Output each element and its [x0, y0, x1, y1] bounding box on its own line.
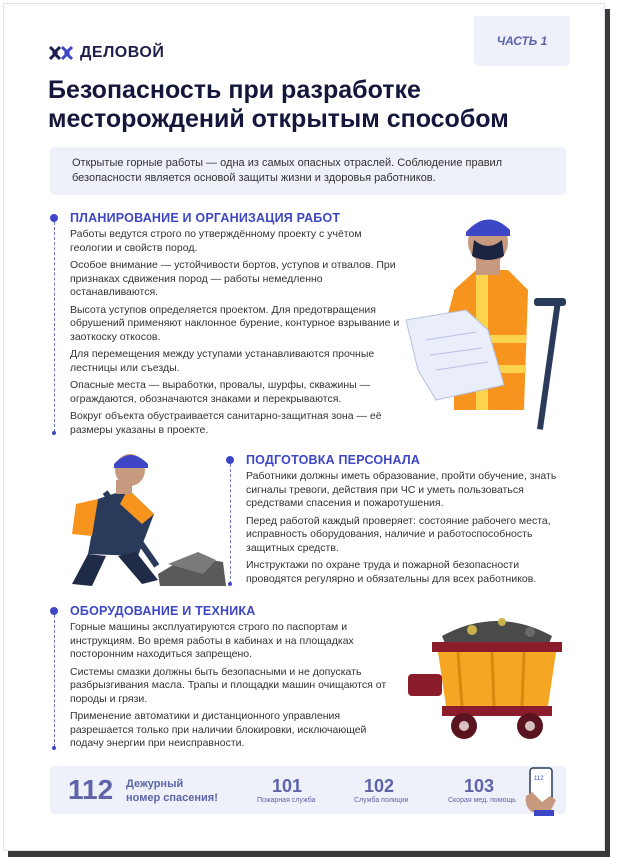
section-1-marker: [50, 214, 58, 222]
section-3-marker: [50, 607, 58, 615]
section-3-paragraph: Системы смазки должны быть безопасными и не допускать разбрызгивания масла. Трапы и площадки машин очищаются от породы и грязи.: [70, 665, 387, 705]
logo-chevron-icon: [48, 45, 74, 61]
section-1-body: [70, 228, 402, 441]
section-1-title: ПЛАНИРОВАНИЕ И ОРГАНИЗАЦИЯ РАБОТ: [70, 211, 341, 225]
main-emergency-number: 112: [68, 774, 114, 805]
miner-shovel-illustration: [58, 444, 228, 594]
part-badge: [474, 16, 570, 66]
page-title: [48, 76, 568, 134]
section-2-title: ПОДГОТОВКА ПЕРСОНАЛА: [246, 453, 421, 467]
police-number: 102: [364, 776, 395, 796]
section-3-body: [70, 621, 402, 755]
ambulance-number: 103: [464, 776, 495, 796]
main-emergency-label-1: Дежурный: [126, 778, 184, 790]
phone-hand-icon: [522, 766, 562, 816]
part-label: ЧАСТЬ 1: [496, 34, 548, 48]
section-2-end-dot: [228, 582, 232, 586]
brand-logo: [48, 44, 164, 62]
section-1-end-dot: [52, 431, 56, 435]
section-3-paragraph: Применение автоматики и дистанционного управления разрешается только при наличии блокировки, исключающей подачу энергии при неисправности.: [70, 710, 367, 749]
worker-blueprint-illustration: [396, 200, 586, 440]
mine-cart-illustration: [402, 606, 582, 756]
section-1-paragraph: Особое внимание — устойчивости бортов, уступов и отвалов. При признаках сдвижения пород — работы немедленно останавливаются.: [70, 259, 396, 298]
title-line-2: месторождений открытым способом: [48, 105, 509, 133]
fire-service-label: Пожарная служба: [257, 797, 316, 804]
section-3-title: ОБОРУДОВАНИЕ И ТЕХНИКА: [70, 604, 256, 618]
phone-screen-number: 112: [534, 776, 544, 782]
section-2-paragraph: Работники должны иметь образование, пройти обучение, знать сигналы тревоги, действия при ЧС и уметь пользоваться средствами спасения и пожаротушения.: [246, 470, 557, 509]
brand-name: ДЕЛОВОЙ: [80, 44, 165, 61]
emergency-numbers-panel: [50, 766, 566, 814]
section-1-paragraph: Опасные места — выработки, провалы, шурфы, скважины — ограждаются, обозначаются знаками и перекрываются.: [70, 379, 371, 405]
section-3-end-dot: [52, 746, 56, 750]
section-3-timeline: [54, 615, 56, 747]
section-1-paragraph: Для перемещения между уступами устанавливаются прочные лестницы или съезды.: [70, 348, 375, 374]
section-2-paragraph: Инструктажи по охране труда и пожарной безопасности проводятся регулярно и обязательны для всех работников.: [246, 559, 537, 585]
section-2-timeline: [230, 464, 232, 584]
section-3-paragraph: Горные машины эксплуатируются строго по паспортам и инструкциям. Во время работы в кабинах и на площадках посторонним находиться запрещено.: [70, 621, 354, 660]
main-emergency-label-2: номер спасения!: [126, 792, 218, 804]
police-label: Служба полиции: [354, 797, 409, 804]
section-2-body: [246, 470, 574, 590]
section-1-timeline: [54, 222, 56, 432]
section-1-paragraph: Вокруг объекта обустраивается санитарно-защитная зона — её размеры указаны в проекте.: [70, 410, 382, 436]
section-1-paragraph: Высота уступов определяется проектом. Для предотвращения обрушений применяют наклонное бурение, контурное взрывание и заоткоску откосов.: [70, 303, 400, 343]
leaflet-page: [3, 3, 605, 851]
fire-service-number: 101: [272, 776, 303, 796]
section-1-paragraph: Работы ведутся строго по утверждённому проекту с учётом геологии и свойств пород.: [70, 228, 362, 254]
intro-box: Открытые горные работы — одна из самых опасных отраслей. Соблюдение правил безопасности является основой защиты жизни и здоровья работников.: [50, 147, 566, 195]
ambulance-label: Скорая мед. помощь: [448, 797, 516, 804]
title-line-1: Безопасность при разработке: [48, 76, 421, 104]
section-2-paragraph: Перед работой каждый проверяет: состояние рабочего места, исправность оборудования, наличие и работоспособность защитных средств.: [246, 514, 551, 554]
